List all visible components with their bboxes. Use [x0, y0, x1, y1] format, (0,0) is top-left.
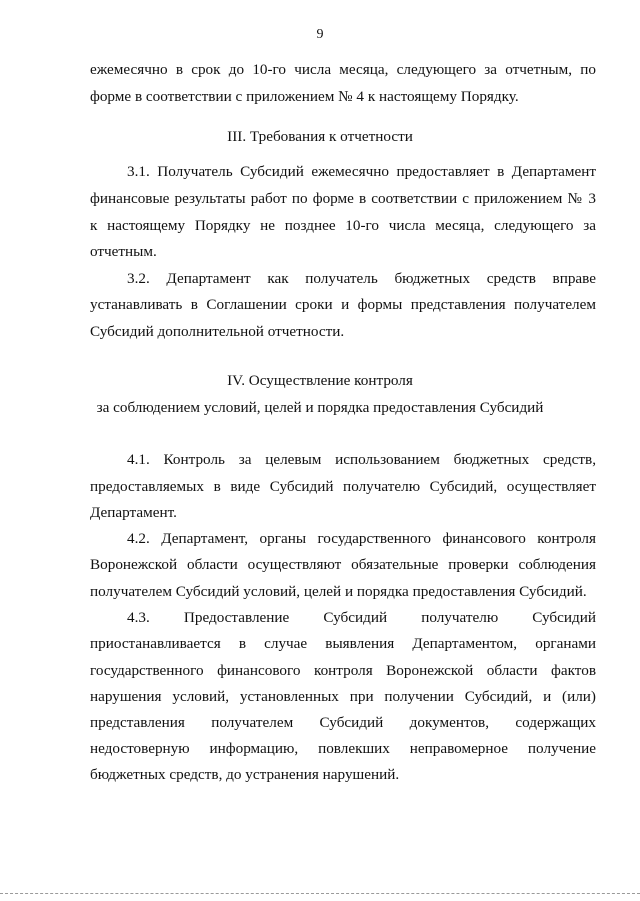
page-bottom-rule — [0, 893, 640, 894]
paragraph-line: предоставляемых в виде Субсидий получателю Субсидий, осуществляет — [90, 478, 596, 495]
paragraph-line: устанавливать в Соглашении сроки и формы представления получателем — [90, 296, 596, 313]
section-heading-4: IV. Осуществление контроля — [227, 372, 413, 389]
paragraph-line: форме в соответствии с приложением № 4 к настоящему Порядку. — [90, 88, 519, 105]
paragraph-line: бюджетных средств, до устранения нарушений. — [90, 766, 400, 783]
paragraph-line: 3.1. Получатель Субсидий ежемесячно предоставляет в Департамент — [127, 163, 596, 180]
page-number: 9 — [316, 27, 324, 42]
paragraph-line: к настоящему Порядку не позднее 10-го числа месяца, следующего за — [90, 217, 596, 234]
paragraph-line: недостоверную информацию, повлекших неправомерное получение — [90, 740, 596, 757]
paragraph-line: ежемесячно в срок до 10-го числа месяца, следующего за отчетным, по — [90, 61, 596, 78]
paragraph-line: получателем Субсидий условий, целей и порядка предоставления Субсидий. — [90, 583, 587, 600]
paragraph-line: Субсидий дополнительной отчетности. — [90, 323, 345, 340]
paragraph-line: Департамент. — [90, 504, 177, 521]
paragraph-line: 4.3. Предоставление Субсидий получателю Субсидий — [127, 609, 596, 626]
section-heading-4-subtitle: за соблюдением условий, целей и порядка предоставления Субсидий — [96, 399, 544, 416]
paragraph-line: финансовые результаты работ по форме в соответствии с приложением № 3 — [90, 190, 596, 207]
paragraph-line: приостанавливается в случае выявления Департаментом, органами — [90, 635, 596, 652]
paragraph-line: 3.2. Департамент как получатель бюджетных средств вправе — [127, 270, 596, 287]
paragraph-line: государственного финансового контроля Воронежской области фактов — [90, 662, 596, 679]
paragraph-line: Воронежской области осуществляют обязательные проверки соблюдения — [90, 556, 596, 573]
paragraph-line: нарушения условий, установленных при получении Субсидий, и (или) — [90, 688, 596, 705]
paragraph-line: отчетным. — [90, 243, 157, 260]
paragraph-line: 4.1. Контроль за целевым использованием бюджетных средств, — [127, 451, 596, 468]
section-heading-3: III. Требования к отчетности — [227, 128, 413, 145]
paragraph-line: представления получателем Субсидий документов, содержащих — [90, 714, 596, 731]
paragraph-line: 4.2. Департамент, органы государственного финансового контроля — [127, 530, 596, 547]
